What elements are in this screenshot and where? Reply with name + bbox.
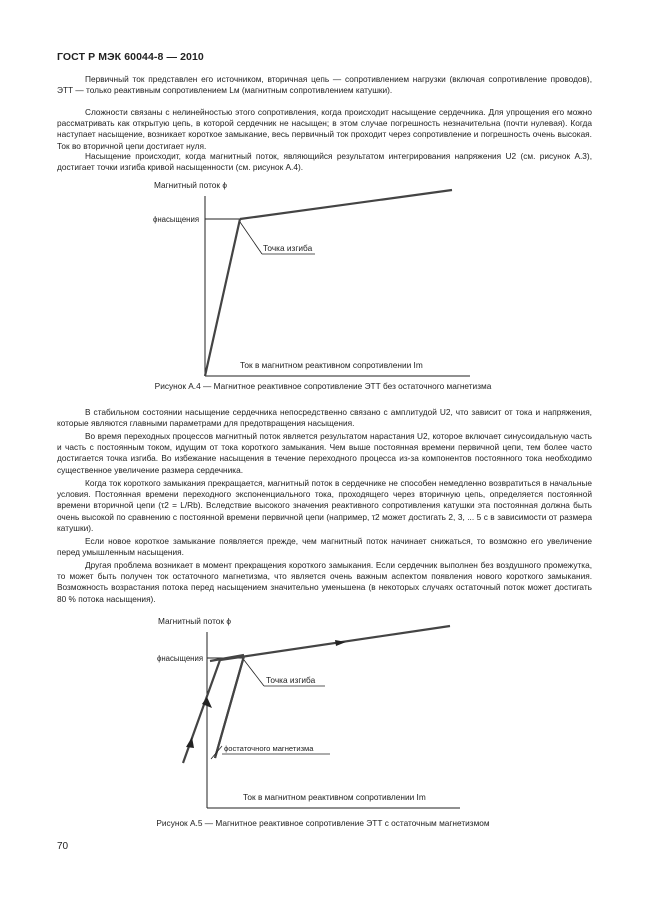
fig-a5-curve-rise-1 [183, 660, 220, 763]
fig-a5-knee-pointer [244, 660, 264, 686]
fig-a4-sat-label: ϕнасыщения [153, 215, 200, 224]
fig-a5-sat-label: ϕнасыщения [157, 654, 204, 663]
fig-a4-y-label: Магнитный поток ϕ [154, 180, 227, 190]
fig-a4-knee-label: Точка изгиба [263, 243, 313, 253]
document-header: ГОСТ Р МЭК 60044-8 — 2010 [57, 51, 204, 63]
paragraph-text: Первичный ток представлен его источником, вторичная цепь — сопротивлением нагрузки (включая сопротивление проводов), ЭТТ — только реактивным сопротивлением Lм (магнитным сопротивлением катушки). [57, 74, 592, 96]
fig-a5-y-label: Магнитный поток ϕ [158, 616, 231, 626]
fig-a5-residual-label: ϕостаточного магнетизма [224, 744, 314, 753]
paragraph-text: Другая проблема возникает в момент прекращения короткого замыкания. Если сердечник выполнен без воздушного промежутка, то может быть получен ток остаточного магнетизма, что является очень важным аспектом появления нового короткого замыкания. Возможность возрастания потока перед насыщением значительно уменьшена (в некоторых случаях остаточный поток может достигать 80 % потока насыщения). [57, 560, 592, 604]
fig-a5-curve-rise-2 [215, 656, 244, 758]
fig-a5-knee-label: Точка изгиба [266, 675, 316, 685]
fig-a5-x-label: Ток в магнитном реактивном сопротивлении Im [243, 792, 426, 802]
fig-a5-residual-pointer [211, 746, 222, 759]
paragraph-text: Насыщение происходит, когда магнитный поток, являющийся результатом интегрирования напряжения U2 (см. рисунок А.3), достигает точки изгиба кривой насыщенности (см. рисунок А.4). [57, 151, 592, 173]
paragraph-text: Во время переходных процессов магнитный поток является результатом нарастания U2, которое включает синусоидальную часть и часть с постоянным током, идущим от тока короткого замыкания. Чем выше постоянная времени первичной цепи, тем более часто достигается точка изгиба. Во избежание насыщения в течение переходного процесса из-за компонентов постоянного тока необходимо существенное увеличение размера сердечника. [57, 431, 592, 475]
paragraph-text: Если новое короткое замыкание появляется прежде, чем магнитный поток начинает снижаться, то возможно его увеличение перед умышленным насыщения. [57, 536, 592, 558]
paragraph-text: Когда ток короткого замыкания прекращается, магнитный поток в сердечнике не способен немедленно возвратиться в начальные условия. Постоянная времени переходного экспоненциального тока, проходящего через вторичную цепь, определяется постоянной времени вторичной цепи (τ2 = L/Rb). Вследствие высокого значения реактивного сопротивления катушки эта постоянная должна быть очень высокой по сравнению с постоянной времени первичной цепи (например, τ2 может достигать 2, 3, ... 5 с в зависимости от размера катушки). [57, 478, 592, 533]
paragraph-text: В стабильном состоянии насыщение сердечника непосредственно связано с амплитудой U2, что зависит от тока и напряжения, которые являются главными параметрами для предотвращения насыщения. [57, 407, 592, 429]
figure-a4-caption: Рисунок А.4 — Магнитное реактивное сопротивление ЭТТ без остаточного магнетизма [154, 381, 492, 391]
fig-a5-curve-sat [220, 626, 450, 660]
figure-a5-caption: Рисунок А.5 — Магнитное реактивное сопротивление ЭТТ с остаточным магнетизмом [156, 818, 490, 828]
fig-a4-x-label: Ток в магнитном реактивном сопротивлении Im [240, 360, 423, 370]
page-number: 70 [57, 841, 69, 852]
paragraph-text: Сложности связаны с нелинейностью этого сопротивления, когда происходит насыщение сердечника. Для упрощения его можно рассматривать как открытую цепь, в которой сердечник не насыщен; в этом случае погрешность незначительна (почти нулевая). Когда наступает насыщение, возникает короткое замыкание, весь первичный ток проходит через сопротивление и погрешность очень высокая. Ток во вторичной цепи достигает нуля. [57, 107, 592, 151]
